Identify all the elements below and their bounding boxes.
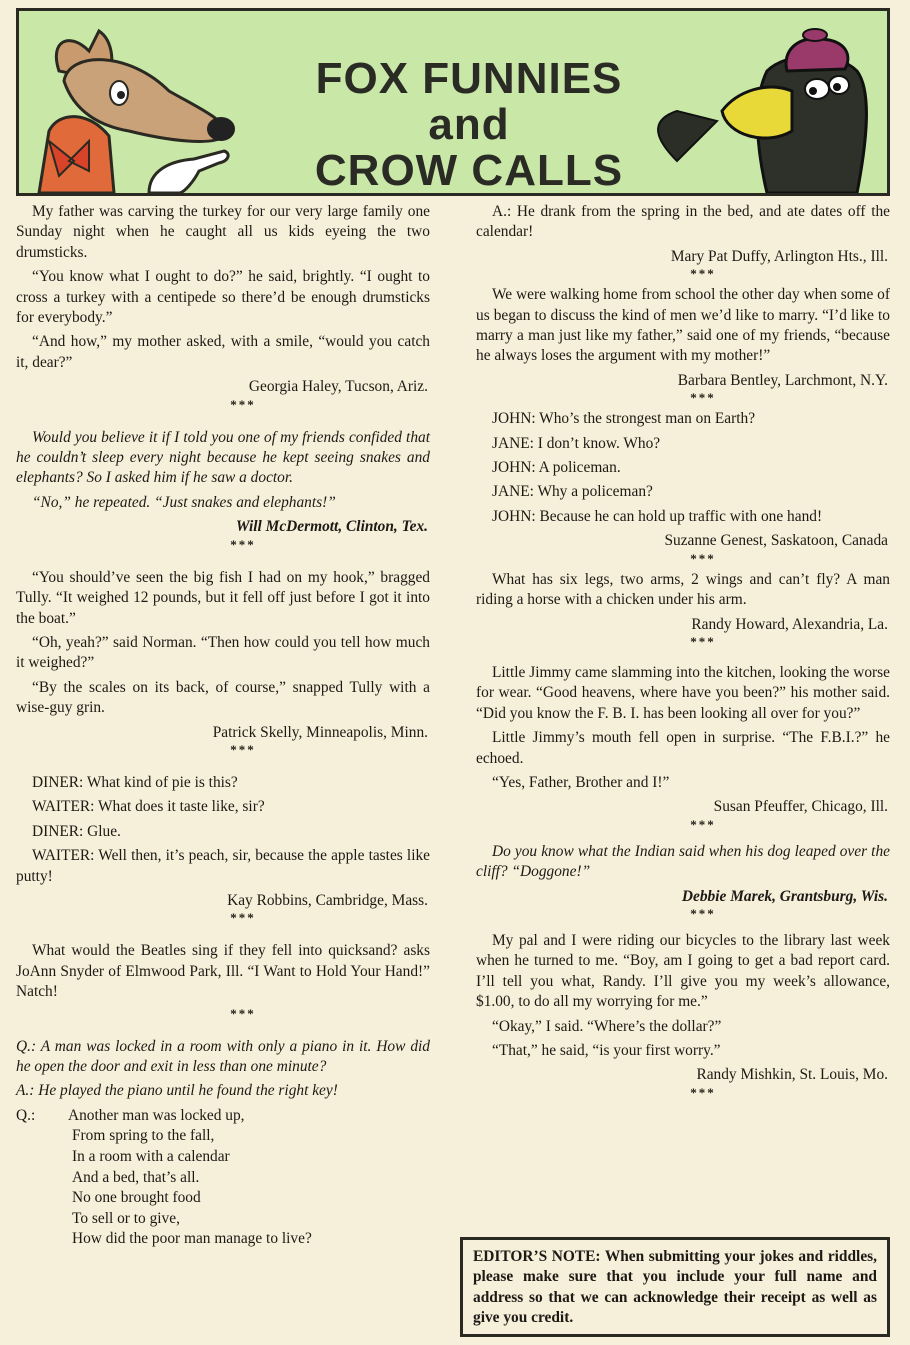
riddle-poem (16, 1106, 430, 1250)
separator-stars: *** (230, 536, 256, 552)
joke-paragraph: “By the scales on its back, of course,” snapped Tully with a wise-guy grin. (16, 678, 430, 717)
riddle-question: Q.: A man was locked in a room with only a piano in it. How did he open the door and exit in less than one minute? (16, 1037, 430, 1075)
separator-stars: *** (230, 910, 256, 926)
joke-paragraph: Little Jimmy came slamming into the kitchen, looking the worse for wear. “Good heavens, where have you been?” his mother said. “Did you know the F. B. I. has been looking all over for you?” (476, 663, 890, 722)
dialogue-line: DINER: Glue. (32, 822, 121, 840)
poem-question-label: Q.: (16, 1106, 36, 1124)
fox-character-illustration (19, 11, 249, 193)
left-column (16, 202, 430, 1250)
poem-line: In a room with a calendar (72, 1148, 230, 1165)
joke-paragraph: Do you know what the Indian said when his dog leaped over the cliff? “Doggone!” (476, 842, 890, 881)
dialogue-line: WAITER: What does it taste like, sir? (32, 798, 265, 816)
banner-title-line-2: and (428, 100, 510, 149)
banner-title (269, 55, 669, 193)
joke-signature: Will McDermott, Clinton, Tex. (235, 518, 428, 536)
poem-line: To sell or to give, (72, 1209, 180, 1227)
joke-paragraph: “No,” he repeated. “Just snakes and elephants!” (32, 493, 336, 511)
dialogue-line: JOHN: Because he can hold up traffic with one hand! (492, 507, 823, 525)
joke-signature: Georgia Haley, Tucson, Ariz. (248, 378, 428, 396)
separator-stars: *** (690, 266, 716, 282)
separator-stars: *** (230, 396, 256, 412)
joke-paragraph: “Okay,” I said. “Where’s the dollar?” (492, 1017, 722, 1035)
banner-title-line-3: CROW CALLS (314, 146, 624, 195)
separator-stars: *** (690, 816, 716, 832)
separator-stars: *** (690, 550, 716, 566)
joke-signature: Mary Pat Duffy, Arlington Hts., Ill. (670, 247, 888, 265)
joke-signature: Susan Pfeuffer, Chicago, Ill. (713, 798, 888, 816)
joke-paragraph: Would you believe it if I told you one of my friends confided that he couldn’t sleep every night because he kept seeing snakes and elephants? So I asked him if he saw a doctor. (16, 428, 430, 487)
joke-paragraph: “Yes, Father, Brother and I!” (492, 773, 670, 791)
separator-stars: *** (230, 741, 256, 757)
joke-paragraph: “And how,” my mother asked, with a smile, “would you catch it, dear?” (16, 333, 430, 371)
joke-paragraph: My father was carving the turkey for our very large family one Sunday night when he caught all us kids eyeing the two drumsticks. (16, 203, 430, 261)
right-column (476, 202, 890, 1116)
banner-title-line-1: FOX FUNNIES (315, 54, 623, 103)
joke-paragraph: My pal and I were riding our bicycles to the library last week when he turned to me. “Boy, am I going to get a bad report card. I’ll tell you what, Randy. I’ll give you my week’s allowance, $1.00, to do all my worrying for me.” (476, 931, 890, 1011)
joke-paragraph: “Oh, yeah?” said Norman. “Then how could you tell how much it weighed?” (16, 633, 430, 672)
joke-paragraph: What would the Beatles sing if they fell into quicksand? asks JoAnn Snyder of Elmwood Park, Ill. “I Want to Hold Your Hand!” Natch! (16, 942, 430, 1001)
poem-line: And a bed, that’s all. (72, 1168, 200, 1186)
dialogue-line: JANE: Why a policeman? (492, 483, 653, 501)
riddle-answer: A.: He played the piano until he found the right key! (16, 1082, 338, 1100)
joke-signature: Barbara Bentley, Larchmont, N.Y. (677, 371, 888, 389)
separator-stars: *** (690, 390, 716, 406)
dialogue-line: WAITER: Well then, it’s peach, sir, because the apple tastes like putty! (16, 847, 430, 885)
dialogue-line: JOHN: Who’s the strongest man on Earth? (492, 410, 756, 428)
crow-character-illustration (617, 11, 887, 193)
header-banner (16, 8, 890, 196)
joke-paragraph: “You should’ve seen the big fish I had on my hook,” bragged Tully. “It weighed 12 pounds, but it fell off just before I got it into the boat.” (16, 568, 430, 627)
joke-signature: Randy Howard, Alexandria, La. (691, 615, 888, 633)
joke-paragraph: “That,” he said, “is your first worry.” (492, 1042, 721, 1059)
joke-signature: Suzanne Genest, Saskatoon, Canada (664, 532, 888, 550)
joke-paragraph: Little Jimmy’s mouth fell open in surprise. “The F.B.I.?” he echoed. (476, 729, 890, 767)
separator-stars: *** (690, 1084, 716, 1100)
joke-signature: Patrick Skelly, Minneapolis, Minn. (212, 723, 428, 741)
dialogue-line: JANE: I don’t know. Who? (492, 434, 661, 452)
joke-signature: Randy Mishkin, St. Louis, Mo. (696, 1066, 888, 1084)
poem-line: How did the poor man manage to live? (72, 1230, 312, 1248)
separator-stars: *** (230, 1005, 256, 1021)
riddle-answer: A.: He drank from the spring in the bed, and ate dates off the calendar! (476, 203, 890, 241)
editors-note-box: EDITOR’S NOTE: When submitting your jokes and riddles, please make sure that you include your full name and address so that we can acknowledge their receipt as well as give you credit. (460, 1237, 890, 1337)
joke-paragraph: “You know what I ought to do?” he said, brightly. “I ought to cross a turkey with a centipede so there’d be enough drumsticks for everybody.” (16, 268, 430, 327)
poem-line: From spring to the fall, (72, 1127, 215, 1145)
dialogue-line: DINER: What kind of pie is this? (32, 773, 238, 791)
separator-stars: *** (690, 633, 716, 649)
separator-stars: *** (690, 905, 716, 921)
joke-paragraph: We were walking home from school the other day when some of us began to discuss the kind of men we’d like to marry. “I’d like to marry a man just like my father,” said one of my friends, “because he always loses the argument with my mother!” (476, 286, 890, 365)
joke-paragraph: What has six legs, two arms, 2 wings and can’t fly? A man riding a horse with a chicken under his arm. (476, 570, 890, 609)
poem-line: No one brought food (72, 1189, 201, 1207)
joke-signature: Debbie Marek, Grantsburg, Wis. (681, 887, 888, 905)
joke-signature: Kay Robbins, Cambridge, Mass. (227, 891, 428, 909)
poem-line-text: Another man was locked up, (68, 1106, 245, 1124)
dialogue-line: JOHN: A policeman. (492, 459, 621, 477)
poem-line (16, 1106, 430, 1127)
